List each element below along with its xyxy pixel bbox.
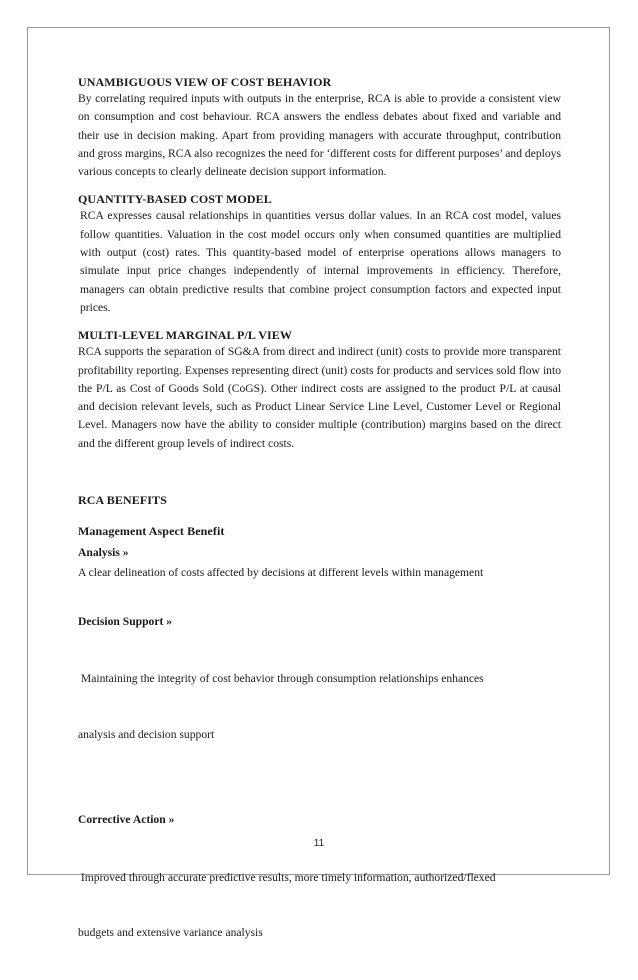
benefit-label-analysis: Analysis » — [78, 546, 129, 560]
benefit-label-corrective-action: Corrective Action » — [78, 813, 175, 827]
benefit-text-line: A clear delineation of costs affected by decisions at different levels within management — [78, 566, 484, 580]
section-text-cost-behavior: By correlating required inputs with outputs in the enterprise, RCA is able to provide a consistent view on consumption and cost behaviour. RCA answers the endless debates about fixed and variable and their use in decision making. Apart from providing managers with accurate throughput, contribution and gross margins, RCA also recognizes the need for ‘different costs for different purposes’ and deploys various concepts to clearly delineate decision support information. — [78, 92, 561, 179]
benefit-text-decision-support — [78, 633, 561, 782]
benefit-text-line: budgets and extensive variance analysis — [78, 926, 263, 940]
page-number: 11 — [313, 838, 325, 849]
benefits-subtitle: Management Aspect Benefit — [78, 524, 225, 539]
section-title-cost-behavior: UNAMBIGUOUS VIEW OF COST BEHAVIOR — [78, 75, 332, 89]
section-title-marginal-pl: MULTI-LEVEL MARGINAL P/L VIEW — [78, 328, 292, 343]
benefit-text-line: Improved through accurate predictive results, more timely information, authorized/flexed — [78, 870, 496, 884]
benefit-label-decision-support: Decision Support » — [78, 614, 173, 628]
benefits-title: RCA BENEFITS — [78, 493, 167, 508]
section-title-quantity-model: QUANTITY-BASED COST MODEL — [78, 192, 272, 207]
benefit-text-analysis — [78, 564, 561, 583]
benefit-text-line: analysis and decision support — [78, 727, 215, 741]
benefit-text-corrective-action — [78, 831, 561, 980]
benefit-text-line: Maintaining the integrity of cost behavior through consumption relationships enhances — [78, 671, 484, 685]
section-text-quantity-model: RCA expresses causal relationships in quantities versus dollar values. In an RCA cost model, values follow quantities. Valuation in the cost model occurs only when consumed quantities are multiplied with output (cost) rates. This quantity-based model of enterprise operations allows managers to simulate input price changes independently of internal improvements in efficiency. Therefore, managers can obtain predictive results that combine project consumption factors and expected input prices. — [80, 209, 561, 314]
section-text-marginal-pl: RCA supports the separation of SG&A from direct and indirect (unit) costs to provide more transparent profitability reporting. Expenses representing direct (unit) costs for products and services sold flow into the P/L as Cost of Goods Sold (CoGS). Other indirect costs are assigned to the product P/L at causal and decision relevant levels, such as Product Linear Service Line Level, Customer Level or Regional Level. Managers now have the ability to consider multiple (contribution) margins based on the direct and the different group levels of indirect costs. — [78, 345, 561, 450]
